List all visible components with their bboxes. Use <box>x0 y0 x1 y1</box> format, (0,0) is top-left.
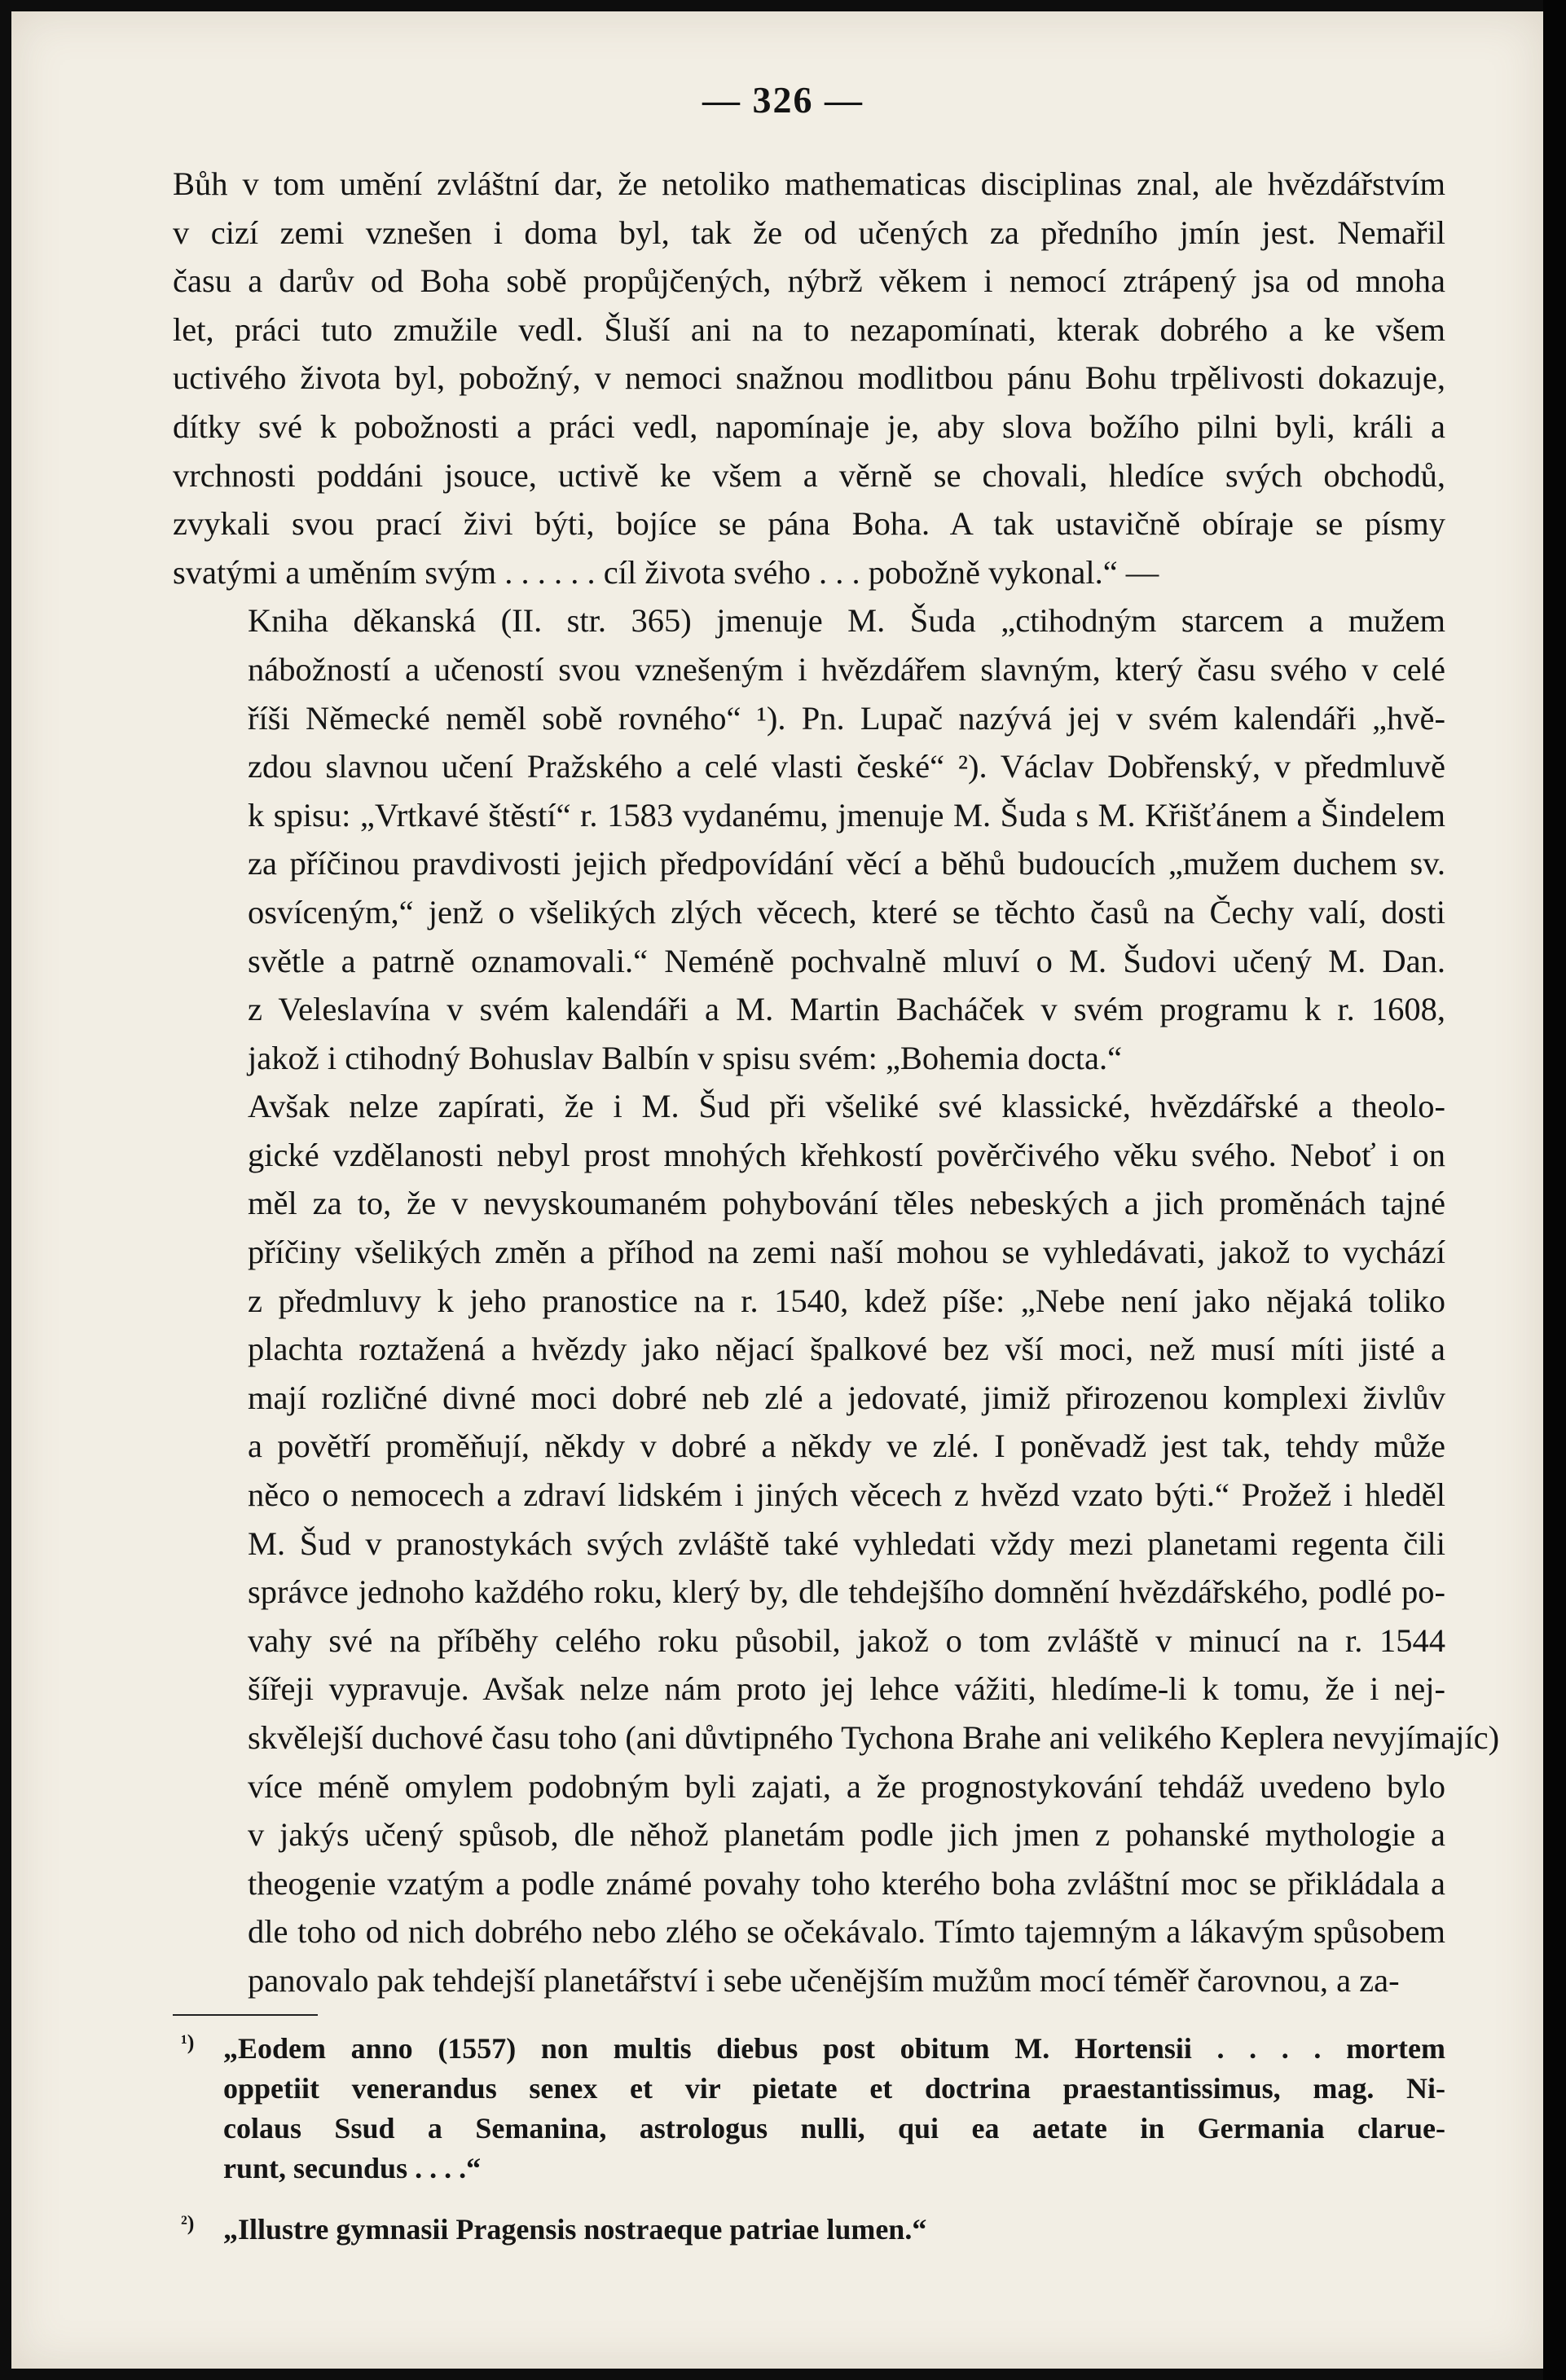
footnote-mark: ¹) <box>181 2030 195 2054</box>
footnote-line: colaus Ssud a Semanina, astrologus nulli, qui ea aetate in Germania clarue- <box>223 2112 1445 2145</box>
paragraph-1 <box>173 160 1445 596</box>
footnote-line: runt, secundus . . . .“ <box>223 2152 482 2184</box>
text-line: v cizí zemi vznešen i doma byl, tak že od učených za předního jmín jest. Nemařil <box>173 213 1445 251</box>
text-line: správce jednoho každého roku, klerý by, dle tehdejšího domnění hvězdářského, podlé po- <box>248 1573 1445 1611</box>
text-line: Kniha děkanská (II. str. 365) jmenuje M. Šuda „ctihodným starcem a mužem <box>248 602 1445 640</box>
page-number: — 326 — <box>702 79 864 121</box>
text-line: plachta roztažená a hvězdy jako nějací špalkové bez vší moci, než musí míti jisté a <box>248 1331 1445 1368</box>
footnote-2 <box>173 2210 1445 2250</box>
text-line: panovalo pak tehdejší planetářství i sebe učenějším mužům mocí téměř čarovnou, a za- <box>248 1961 1400 1999</box>
text-line: Avšak nelze zapírati, že i M. Šud při všeliké své klassické, hvězdářské a theolo- <box>248 1088 1445 1125</box>
text-line: měl za to, že v nevyskoumaném pohybování těles nebeských a jich proměnách tajné <box>248 1185 1445 1222</box>
text-line: uctivého života byl, pobožný, v nemoci snažnou modlitbou pánu Bohu trpělivosti dokazuje, <box>173 359 1445 397</box>
footnote-line: oppetiit venerandus senex et vir pietate et doctrina praestantissimus, mag. Ni- <box>223 2072 1445 2105</box>
text-line: k spisu: „Vrtkavé štěstí“ r. 1583 vydanému, jmenuje M. Šuda s M. Křišťánem a Šindelem <box>248 796 1445 834</box>
footnote-mark: ²) <box>181 2211 195 2235</box>
text-line: zvykali svou prací živi býti, bojíce se pána Boha. A tak ustavičně obíraje se písmy <box>173 505 1445 543</box>
text-line: v jakýs učený spůsob, dle něhož planetám podle jich jmen z pohanské mythologie a <box>248 1816 1445 1854</box>
text-line: světle a patrně oznamovali.“ Neméně pochvalně mluví o M. Šudovi učený M. Dan. <box>248 942 1445 979</box>
text-line: gické vzdělanosti nebyl prost mnohých křehkostí pověrčivého věku svého. Neboť i on <box>248 1136 1445 1173</box>
body-text <box>173 160 1500 2005</box>
text-line: mají rozličné divné moci dobré neb zlé a jedovaté, jimiž přirozenou komplexi živlův <box>248 1379 1445 1416</box>
footnote-line: „Eodem anno (1557) non multis diebus post obitum M. Hortensii . . . . mortem <box>223 2032 1445 2065</box>
text-line: za příčinou pravdivosti jejich předpovídání věcí a běhů budoucích „mužem duchem sv. <box>248 845 1445 882</box>
text-line: času a darův od Boha sobě propůjčených, nýbrž věkem i nemocí ztrápený jsa od mnoha <box>173 262 1445 300</box>
footnote-1 <box>173 2029 1445 2189</box>
text-line: dle toho od nich dobrého nebo zlého se očekávalo. Tímto tajemným a lákavým spůsobem <box>248 1913 1445 1951</box>
text-line: z předmluvy k jeho pranostice na r. 1540, kdež píše: „Nebe není jako nějaká toliko <box>248 1282 1445 1319</box>
text-line: a povětří proměňují, někdy v dobré a někdy ve zlé. I poněvadž jest tak, tehdy může <box>248 1428 1445 1465</box>
footnote-divider <box>173 2014 318 2016</box>
text-line: příčiny všelikých změn a příhod na zemi naší mohou se vyhledávati, jakož to vychází <box>248 1234 1445 1271</box>
text-line: vahy své na příběhy celého roku působil, jakož o tom zvláště v minucí na r. 1544 <box>248 1621 1445 1659</box>
text-line: říši Německé neměl sobě rovného“ ¹). Pn. Lupač nazývá jej v svém kalendáři „hvě- <box>248 699 1445 737</box>
text-line: Bůh v tom umění zvláštní dar, že netoliko mathematicas disciplinas znal, ale hvězdářstvím <box>173 165 1445 202</box>
text-line: zdou slavnou učení Pražského a celé vlasti české“ ²). Václav Dobřenský, v předmluvě <box>248 748 1445 785</box>
text-line: nábožností a učeností svou vznešeným i hvězdářem slavným, který času svého v celé <box>248 650 1445 688</box>
text-line: M. Šud v pranostykách svých zvláště také vyhledati vždy mezi planetami regenta čili <box>248 1524 1445 1562</box>
text-line: vrchnosti poddáni jsouce, uctivě ke všem a věrně se chovali, hledíce svých obchodů, <box>173 456 1445 494</box>
text-line: šířeji vypravuje. Avšak nelze nám proto jej lehce vážiti, hledíme-li k tomu, že i nej- <box>248 1670 1445 1708</box>
footnotes <box>173 2029 1445 2250</box>
text-line: skvělejší duchové času toho (ani důvtipného Tychona Brahe ani velikého Keplera nevyjímajíc) <box>248 1719 1500 1756</box>
page-edge-shadow <box>1543 0 1566 2380</box>
text-line: theogenie vzatým a podle známé povahy toho kterého boha zvláštní moc se přikládala a <box>248 1864 1445 1902</box>
text-line: dítky své k pobožnosti a práci vedl, napomínaje je, aby slova božího pilni byli, králi a <box>173 407 1445 445</box>
text-line: více méně omylem podobným byli zajati, a že prognostykování tehdáž uvedeno bylo <box>248 1767 1445 1805</box>
text-line: osvíceným,“ jenž o všelikých zlých věcech, které se těchto časů na Čechy valí, dosti <box>248 893 1445 930</box>
footnote-line: „Illustre gymnasii Pragensis nostraeque patriae lumen.“ <box>223 2213 927 2246</box>
text-line: něco o nemocech a zdraví lidském i jiných věcech z hvězd vzato býti.“ Prožež i hleděl <box>248 1476 1445 1514</box>
text-line: jakož i ctihodný Bohuslav Balbín v spisu svém: „Bohemia docta.“ <box>248 1039 1123 1076</box>
text-line: let, práci tuto zmužile vedl. Šluší ani na to nezapomínati, kterak dobrého a ke všem <box>173 310 1445 348</box>
text-line: svatými a uměním svým . . . . . . cíl života svého . . . pobožně vykonal.“ — <box>173 553 1159 591</box>
paragraph-3 <box>173 1082 1500 2004</box>
paragraph-2 <box>173 596 1445 1082</box>
text-line: z Veleslavína v svém kalendáři a M. Martin Bacháček v svém programu k r. 1608, <box>248 991 1445 1028</box>
